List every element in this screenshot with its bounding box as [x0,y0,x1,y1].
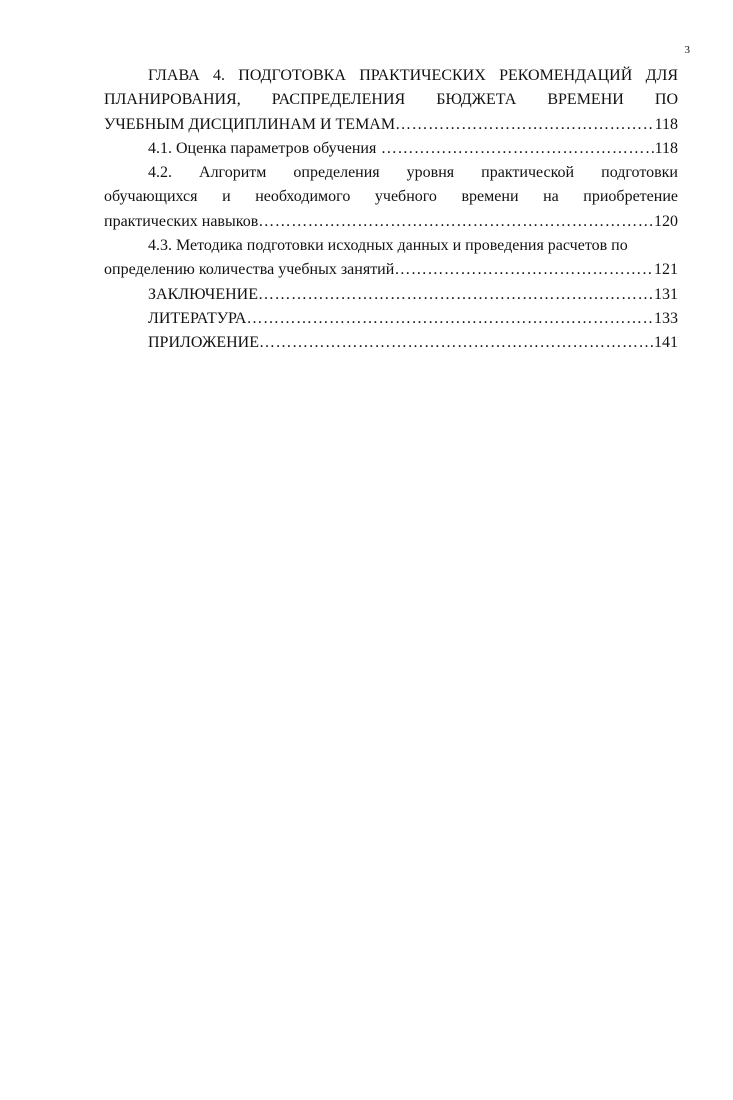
toc-page-number: 118 [654,115,678,133]
toc-page-number: 131 [654,285,678,303]
toc-entry-leader-line [104,258,678,282]
toc-entry-line: 4.3. Методика подготовки исходных данных и проведения расчетов по [148,237,628,255]
toc-entry-title: ЛИТЕРАТУРА [148,309,247,327]
toc-entry-line: обучающихся и необходимого учебного времени на приобретение [104,188,678,206]
dot-leader [395,113,655,137]
toc-page-number: 133 [654,309,678,327]
toc-page-number: 120 [654,212,678,230]
dot-leader [246,307,654,331]
toc-entry-title: практических навыков [104,212,259,230]
toc-entry-literature[interactable] [104,307,678,331]
toc-entry-section-4-3[interactable] [104,234,678,283]
toc-entry-conclusion[interactable] [104,283,678,307]
toc-page-number: 141 [654,334,678,352]
toc-entry-title: ПРИЛОЖЕНИЕ [148,334,260,352]
page-number: 3 [684,44,690,56]
toc-entry-leader-line [104,210,678,234]
toc-page-number: 121 [654,261,678,279]
toc-entry-title: 4.1. Оценка параметров обучения [148,139,377,157]
dot-leader [258,283,654,307]
table-of-contents [104,64,678,356]
toc-entry-title: ЗАКЛЮЧЕНИЕ [148,285,258,303]
dot-leader [258,210,654,234]
dot-leader [376,137,654,161]
toc-entry-title: УЧЕБНЫМ ДИСЦИПЛИНАМ И ТЕМАМ [104,115,396,133]
toc-entry-leader-line [104,113,678,137]
toc-page-number: 118 [654,139,678,157]
toc-entry-chapter-4[interactable] [104,64,678,137]
toc-entry-appendix[interactable] [104,331,678,355]
toc-entry-title: определению количества учебных занятий [104,261,395,279]
toc-entry-line: ГЛАВА 4. ПОДГОТОВКА ПРАКТИЧЕСКИХ РЕКОМЕНДАЦИЙ ДЛЯ [148,67,678,84]
toc-entry-section-4-2[interactable] [104,161,678,234]
dot-leader [394,258,654,282]
dot-leader [259,331,654,355]
toc-entry-line: ПЛАНИРОВАНИЯ, РАСПРЕДЕЛЕНИЯ БЮДЖЕТА ВРЕМЕНИ ПО [104,91,678,109]
toc-entry-line: 4.2. Алгоритм определения уровня практической подготовки [148,164,678,182]
toc-entry-section-4-1[interactable] [104,137,678,161]
